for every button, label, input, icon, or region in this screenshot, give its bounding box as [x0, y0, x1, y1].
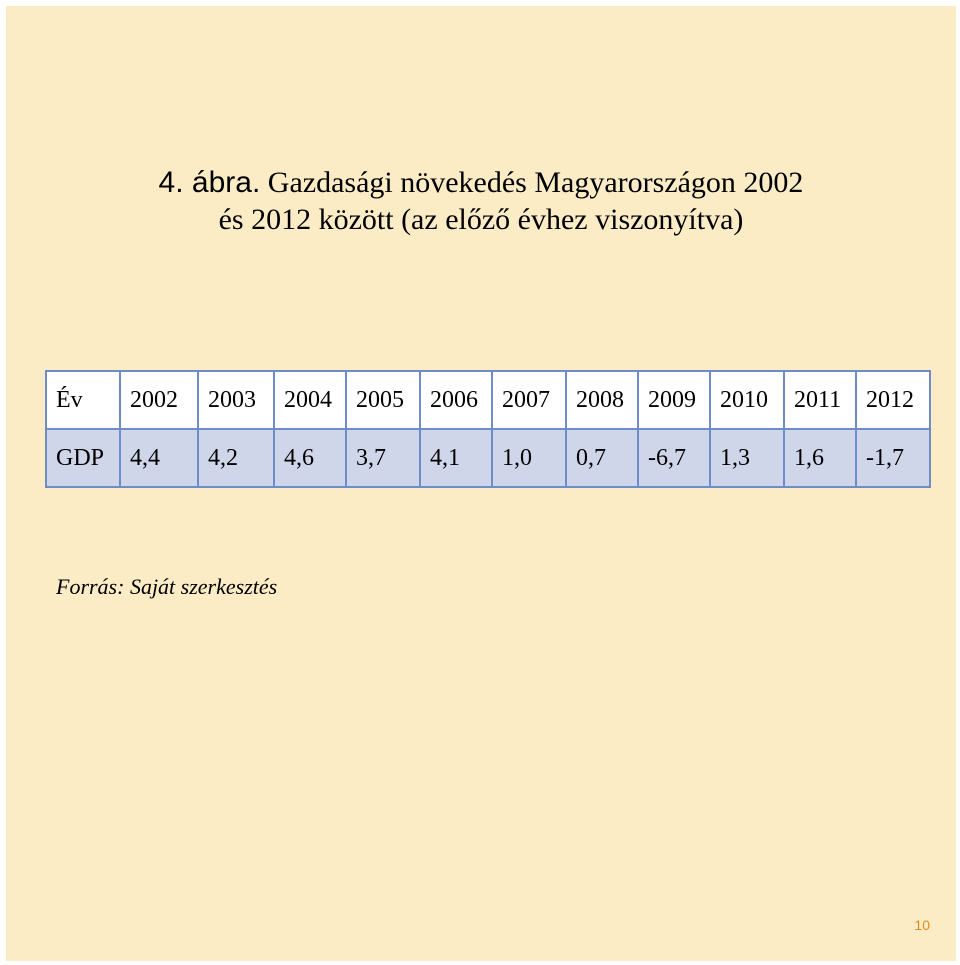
table-cell: 2008	[566, 371, 638, 429]
table-cell: 2012	[856, 371, 930, 429]
table-cell: 1,0	[492, 429, 566, 487]
table-cell: 4,6	[274, 429, 346, 487]
table-cell: 2004	[274, 371, 346, 429]
row-label-gdp: GDP	[46, 429, 120, 487]
title-line-1: Gazdasági növekedés Magyarországon 2002	[260, 166, 804, 199]
table-cell: 4,1	[420, 429, 492, 487]
table-cell: 2010	[710, 371, 784, 429]
source-note: Forrás: Saját szerkesztés	[56, 574, 278, 599]
table-cell: 2007	[492, 371, 566, 429]
figure-title	[86, 164, 876, 238]
table-cell: 2009	[638, 371, 710, 429]
table-cell: 4,2	[198, 429, 274, 487]
table-cell: 4,4	[120, 429, 198, 487]
slide	[6, 6, 956, 961]
row-label-year: Év	[46, 371, 120, 429]
table-cell: 2006	[420, 371, 492, 429]
table-cell: 0,7	[566, 429, 638, 487]
table-cell: 2002	[120, 371, 198, 429]
table-cell: 1,3	[710, 429, 784, 487]
table-cell: 2005	[346, 371, 420, 429]
page-number: 10	[914, 917, 930, 933]
table-cell: 3,7	[346, 429, 420, 487]
table-cell: -1,7	[856, 429, 930, 487]
figure-number: 4. ábra.	[158, 166, 261, 199]
table-row-year	[46, 371, 930, 429]
gdp-table	[45, 370, 931, 488]
table-cell: 1,6	[784, 429, 856, 487]
table-cell: 2003	[198, 371, 274, 429]
table-cell: 2011	[784, 371, 856, 429]
table-cell: -6,7	[638, 429, 710, 487]
title-line-2: és 2012 között (az előző évhez viszonyítva)	[218, 203, 744, 236]
table-row-gdp	[46, 429, 930, 487]
